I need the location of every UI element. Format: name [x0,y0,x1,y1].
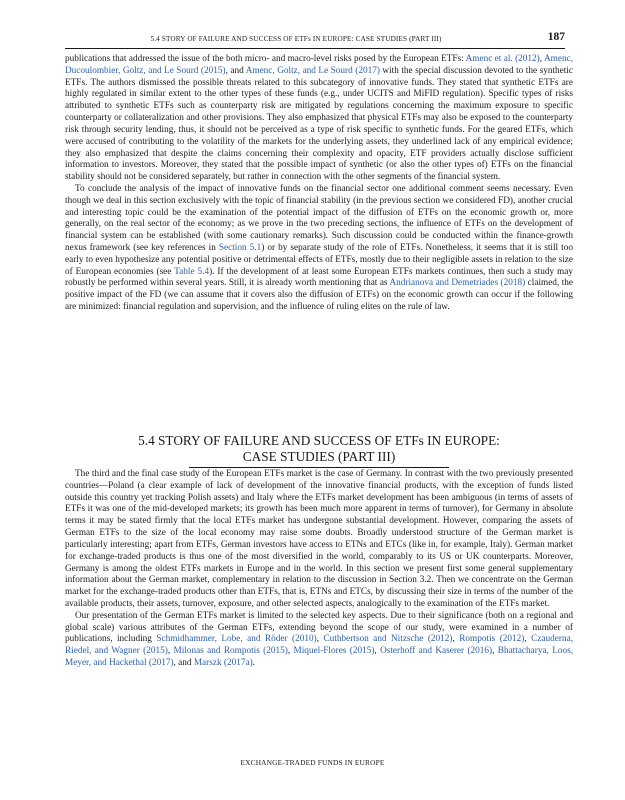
page-footer: EXCHANGE-TRADED FUNDS IN EUROPE [240,758,385,767]
section-title-line-1: 5.4 STORY OF FAILURE AND SUCCESS OF ETFs IN EUROPE: [138,433,500,448]
section-title-line-2: CASE STUDIES (PART III) [242,449,396,464]
text-run: publications that addressed the issue of the both micro- and macro-level risks posed by the European ETFs: [65,54,466,64]
paragraph-1 [65,54,573,184]
text-run: To conclude the analysis of the impact of innovative funds on the financial sector one additional comment seems necessary. Even though we deal in this section exclusively with the topic of financial stability (in the previous section we considered FD), another crucial and interesting topic could be the examination of the potential impact of the diffusion of ETFs on the economic growth or, more generally, on the real sector of the economy; as we prove in the two preceding sections, the influence of ETFs on the development of financial system can be established (with some cautionary remarks). Such discussion could be conducted within the finance-growth nexus framework (see key references in [65,183,573,253]
citation-link[interactable]: Andrianova and Demetriades (2018) [389,278,526,289]
section-heading [65,433,573,468]
text-run: , [492,646,498,657]
text-run: ) or by separate study of the role of ETFs. Nonetheless, it seems that it is still too early to even hypothesize any potential positive or detrimental effects of ETFs, mostly due to their negligible assets in relation to the size of European economies (see [65,243,573,277]
page-header [65,32,565,49]
text-run: , [374,646,381,657]
text-run: , [167,646,174,657]
section-rule [189,467,449,468]
text-run: , [452,634,460,645]
page-number: 187 [547,31,565,43]
citation-link[interactable]: Marszk (2017a) [193,658,253,668]
text-run: . [252,658,255,668]
section-reference-link[interactable]: Section 5.1 [218,243,262,253]
citation-link[interactable]: Cuthbertson and Nitzsche (2012) [323,634,453,645]
citation-link[interactable]: Milonas and Rompotis (2015) [173,646,288,657]
citation-link[interactable]: Amenc et al. (2012) [465,54,540,64]
text-run: claimed, the positive impact of the FD (we can assume that it covers also the diffusion of ETFs) on the economic growth can occur if the following are minimized: financial regulation and supervision, and the influence of ruling elites on the rule of law. [65,278,573,313]
text-run: , and [225,65,246,76]
citation-link[interactable]: Bhattacharya, Loos, Meyer, and Hackethal (2017) [65,646,574,668]
text-run: ). If the development of at least some European ETFs markets continues, then such a study may robustly be performed within several years. Still, it is already worth mentioning that as [65,266,573,289]
citation-link[interactable]: Rompotis (2012) [459,634,525,645]
citation-link[interactable]: Amenc, Ducoulombier, Goltz, and Le Sourd (2015) [65,54,573,76]
text-run: with the special discussion devoted to the synthetic ETFs. The authors dismissed the possible threats related to this subcategory of innovative funds. They stated that synthetic ETFs are highly regulated in similar extent to the other types of these funds (e.g., under UCITS and MiFID regulation). Specific types of risks attributed to synthetic ETFs such as counterparty risk are mitigated by regulations concerning the maximum exposure to specific counterparty or collateralization and other provisions. They also emphasized that physical ETFs may also be exposed to the counterparty risk through security lending, thus, it should not be perceived as a type of risk specific to synthetic funds. For the geared ETFs, which were accused of contributing to the volatility of the markets for the underlying assets, they underlined lack of any empirical evidence; they also emphasized that despite the claims concerning their complexity and opacity, ETF providers actually disclose sufficient information to investors. Moreover, they stated that the possible impact of synthetic (or also the other types of) ETFs on the financial stability should not be considered separately, but rather in connection with the other segments of the financial system. [65,65,573,183]
paragraph-2 [65,184,573,314]
text-run: , [287,646,294,657]
running-head: 5.4 STORY OF FAILURE AND SUCCESS OF ETFs IN EUROPE: CASE STUDIES (PART III) [150,35,442,43]
text-run: The third and the final case study of the European ETFs market is the case of Germany. In contrast with the two previously presented countries—Poland (a clear example of lack of development of the innovative financial products, with the exception of funds listed outside this country yet tracking Polish assets) and Italy where the ETFs market development has been ambiguous (in terms of assets of ETFs it was one of the mid-developed markets; its growth has been much more apparent in terms of turnover), for Germany in absolute terms it may be stated firmly that the local ETFs market has undergone substantial development. However, comparing the assets of German ETFs to the size of the local economy may raise some doubts. Broadly understood structure of the German market is particularly interesting; apart from ETFs, German investors have access to ETNs and ETCs (like in, for example, Italy). German market for exchange-traded products is thus one of the most diversified in the world, comparably to its US or UK counterparts. Moreover, Germany is among the oldest ETFs markets in Europe and in the world. In this section we present first some general supplementary information about the German market, complementary in relation to the discussion in Section 3.2. Then we concentrate on the German market for the exchange-traded products other than ETFs, that is, ETNs and ETCs, by discussing their size in terms of the number of the available products, their assets, turnover, exposure, and other selected aspects, analogically to the examination of the ETFs market. [65,469,573,609]
text-run: , and [173,658,194,668]
text-run: , [316,634,324,645]
citation-link[interactable]: Amenc, Goltz, and Le Sourd (2017) [245,65,380,76]
paragraph-4 [65,611,573,670]
table-reference-link[interactable]: Table 5.4 [174,266,210,277]
text-run: , [539,54,544,64]
text-run: , [524,634,532,645]
citation-link[interactable]: Osterhoff and Kaserer (2016) [380,646,493,657]
body-text-lower [65,469,573,670]
citation-link[interactable]: Czauderna, Riedel, and Wagner (2015) [65,634,574,657]
citation-link[interactable]: Schmidhammer, Lobe, and Röder (2010) [156,634,317,645]
citation-link[interactable]: Miquel-Flores (2015) [293,646,375,657]
paragraph-3 [65,469,573,611]
body-text-upper [65,54,573,314]
text-run: Our presentation of the German ETFs market is limited to the selected key aspects. Due to their significance (both on a regional and global scale) various attributes of the German ETFs, extending beyond the scope of our study, were examined in a number of publications, including [65,610,573,645]
